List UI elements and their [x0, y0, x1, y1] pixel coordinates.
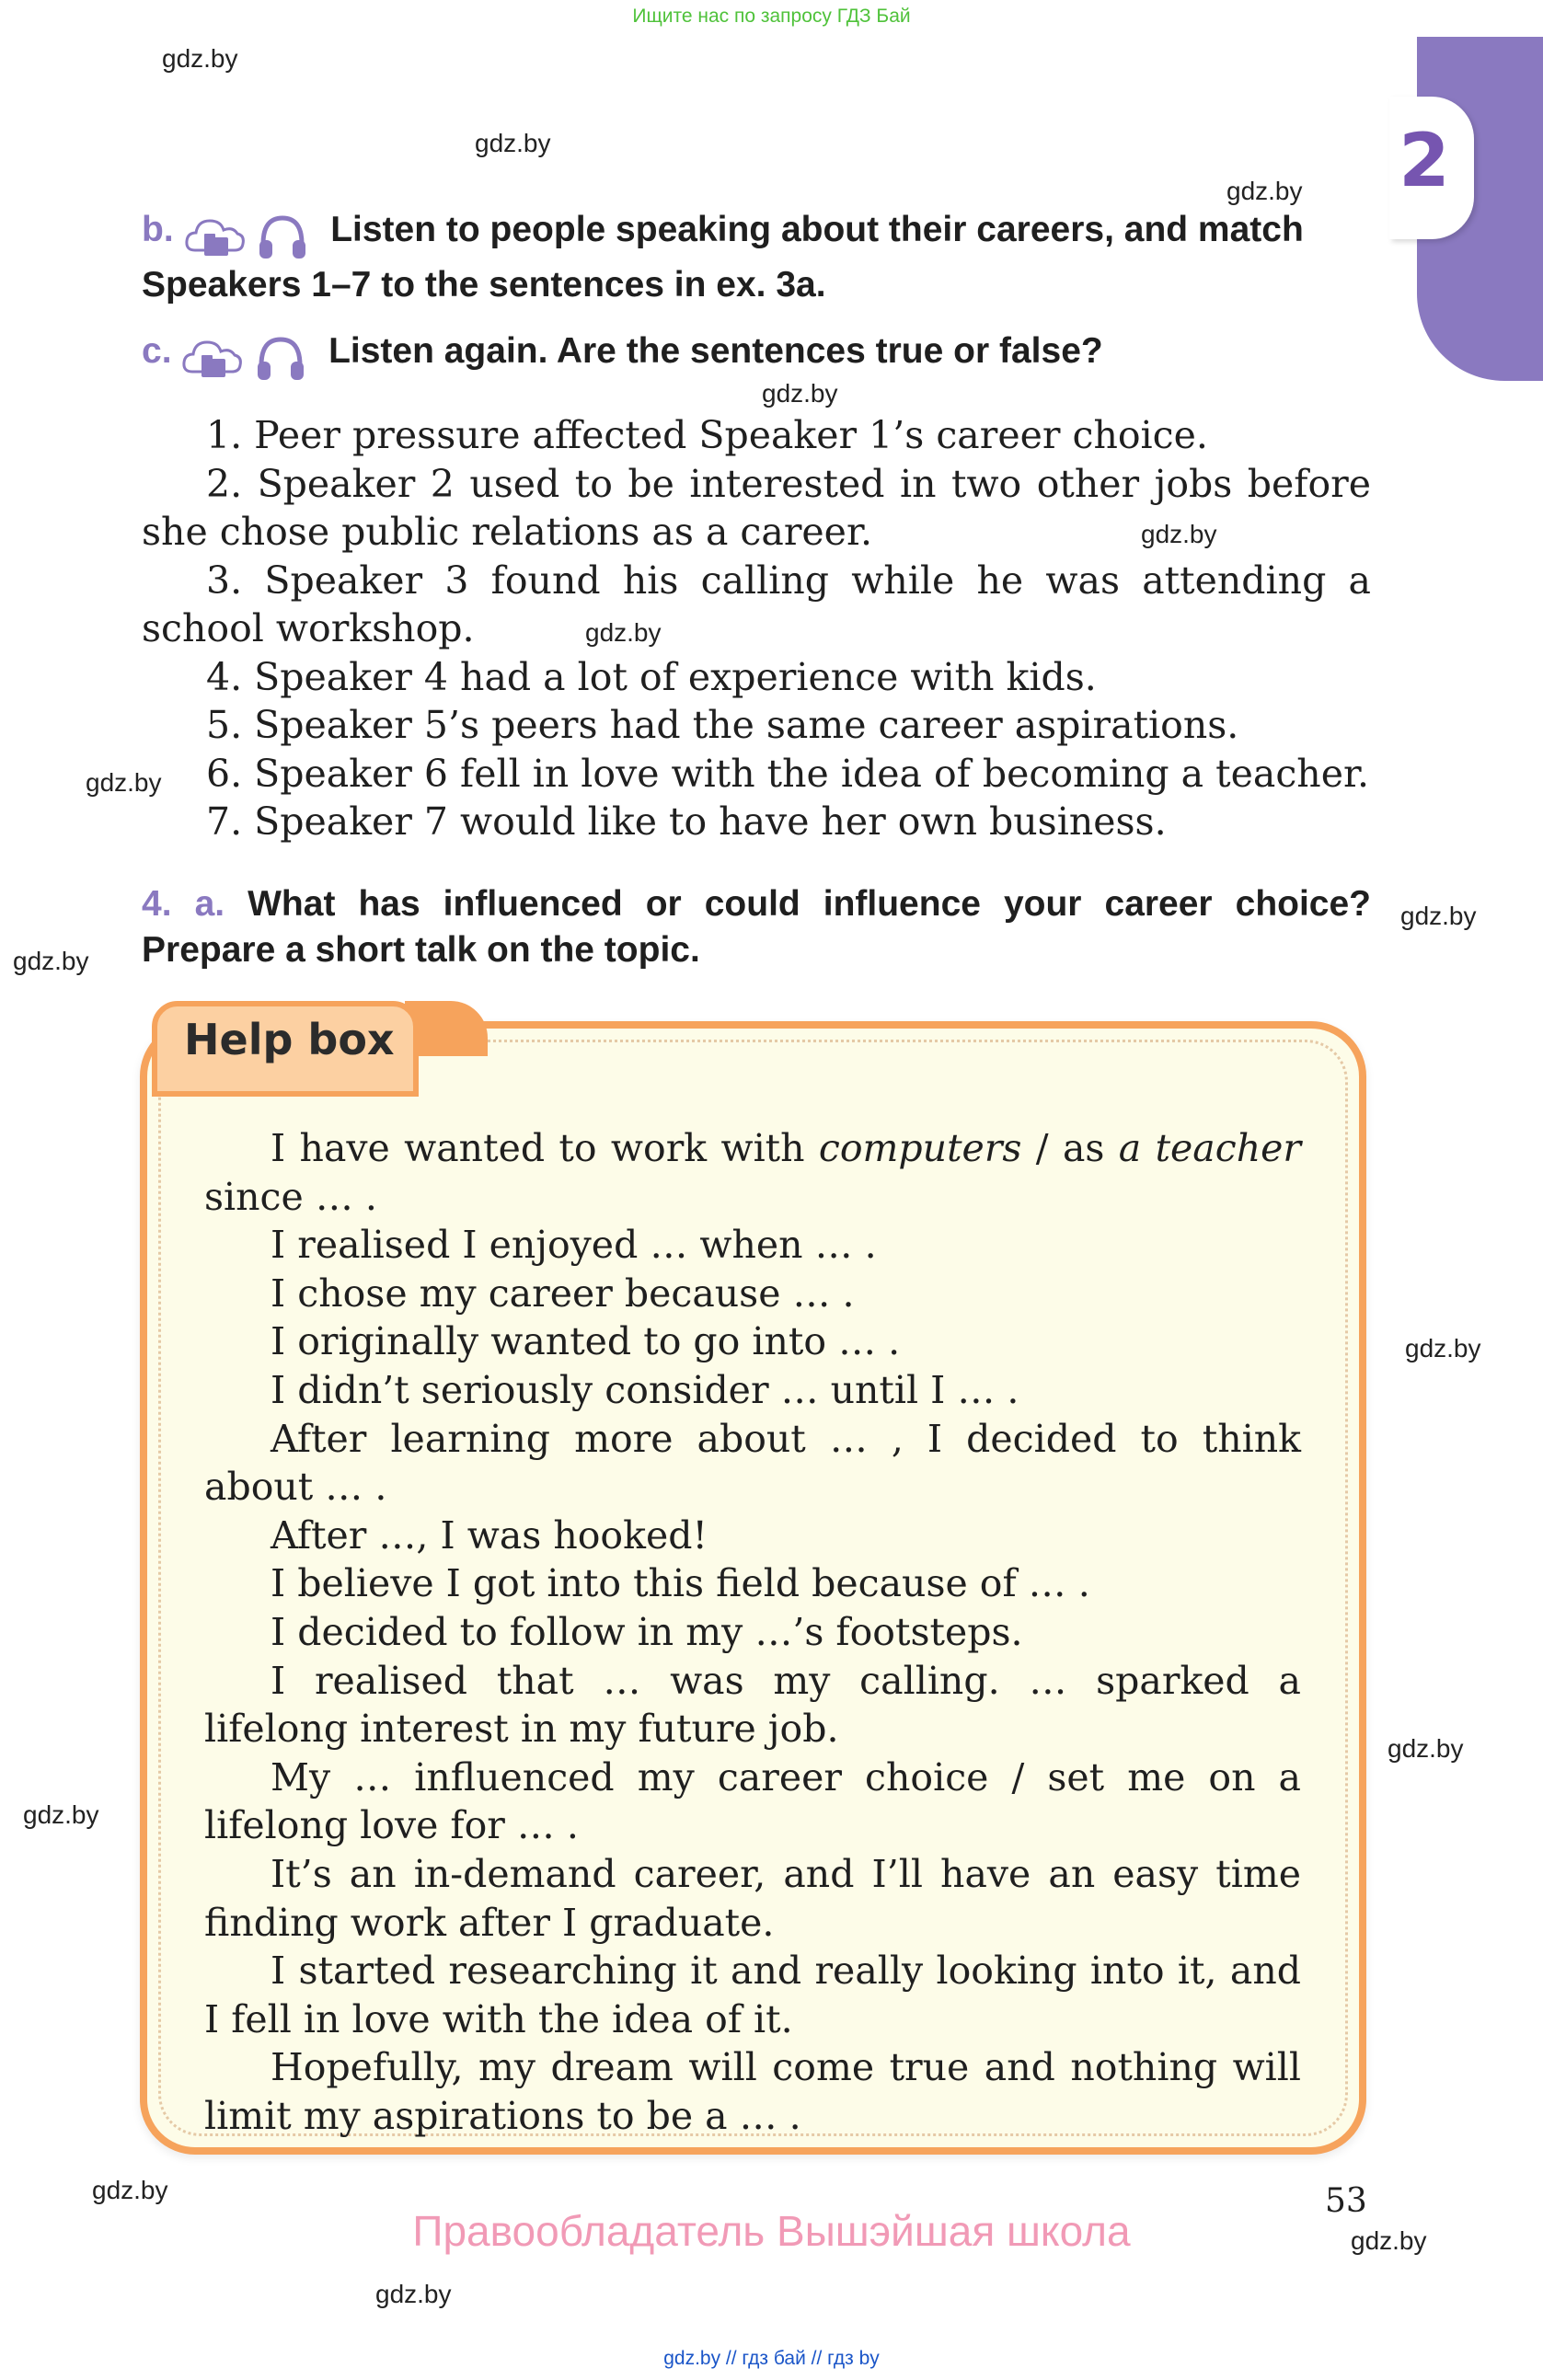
help-box-phrases — [204, 1124, 1301, 2140]
help-box-phrase: It’s an in-demand career, and I’ll have an easy time finding work after I graduate. — [204, 1851, 1301, 1945]
exercise-b-letter: b. — [142, 210, 174, 249]
watermark: gdz.by — [585, 618, 662, 647]
top-banner[interactable]: Ищите нас по запросу ГДЗ Бай — [632, 6, 911, 27]
help-box-phrase: After …, I was hooked! — [271, 1512, 708, 1558]
phrase-text: since … . — [204, 1174, 377, 1219]
statement-list — [142, 411, 1371, 846]
statement-item: 4. Speaker 4 had a lot of experience with kids. — [206, 654, 1097, 699]
watermark: gdz.by — [1141, 520, 1217, 548]
help-box-phrase: I realised that … was my calling. … sparked a lifelong interest in my future job. — [204, 1658, 1301, 1752]
help-box-phrase: I believe I got into this field because of … . — [271, 1561, 1090, 1606]
cloud-folder-icon[interactable] — [184, 213, 247, 261]
unit-number: 2 — [1399, 118, 1450, 203]
help-box-phrase: I started researching it and really looking into it, and I fell in love with the idea of it. — [204, 1949, 1301, 2041]
help-box-title: Help box — [184, 1015, 395, 1064]
watermark: gdz.by — [86, 768, 162, 797]
watermark: gdz.by — [1405, 1334, 1481, 1362]
help-box-phrase — [204, 1124, 1301, 1221]
exercise-b — [142, 207, 1371, 308]
help-box-phrase: I didn’t seriously consider … until I … . — [271, 1367, 1019, 1412]
statement-item: 6. Speaker 6 fell in love with the idea of becoming a teacher. — [206, 751, 1370, 796]
exercise-c — [142, 328, 1371, 384]
help-box-phrase: I realised I enjoyed … when … . — [271, 1223, 877, 1268]
phrase-text: I have wanted to work with — [271, 1126, 819, 1170]
exercise-c-letter: c. — [142, 331, 172, 371]
statement-item: 3. Speaker 3 found his calling while he was attending a school workshop. — [142, 558, 1371, 650]
statement-item: 5. Speaker 5’s peers had the same career aspirations. — [206, 703, 1239, 747]
watermark: gdz.by — [1388, 1734, 1464, 1763]
watermark: gdz.by — [13, 947, 89, 975]
watermark: gdz.by — [23, 1800, 99, 1829]
cloud-folder-icon[interactable] — [181, 335, 244, 383]
statement-item: 7. Speaker 7 would like to have her own business. — [206, 799, 1167, 844]
audio-icons[interactable] — [181, 334, 307, 384]
copyright-notice: Правообладатель Вышэйшая школа — [412, 2207, 1131, 2255]
help-box-phrase: I decided to follow in my …’s footsteps. — [271, 1609, 1023, 1654]
watermark: gdz.by — [762, 379, 838, 408]
exercise-b-text: Listen to people speaking about their careers, and match Speakers 1–7 to the sentences in ex. 3a. — [142, 210, 1304, 305]
watermark: gdz.by — [1351, 2226, 1427, 2255]
headphones-icon[interactable] — [254, 334, 307, 384]
phrase-italic: a teacher — [1118, 1126, 1301, 1170]
help-box-phrase: My … influenced my career choice / set me on a lifelong love for … . — [204, 1754, 1301, 1848]
watermark: gdz.by — [1226, 177, 1303, 205]
exercise-4a-letter: a. — [194, 884, 225, 924]
help-box-phrase: I chose my career because … . — [271, 1270, 855, 1316]
bottom-banner[interactable]: gdz.by // гдз бай // гдз by — [663, 2348, 880, 2369]
headphones-icon[interactable] — [256, 213, 309, 262]
exercise-4a-number: 4. — [142, 884, 172, 924]
statement-item: 1. Peer pressure affected Speaker 1’s career choice. — [206, 413, 1208, 457]
help-box-phrase: Hopefully, my dream will come true and nothing will limit my aspirations to be a … . — [204, 2045, 1301, 2138]
watermark: gdz.by — [375, 2280, 452, 2308]
help-box-phrase: After learning more about … , I decided to think about … . — [204, 1416, 1301, 1510]
watermark: gdz.by — [1400, 902, 1477, 930]
phrase-text: / as — [1021, 1126, 1119, 1170]
statement-item: 2. Speaker 2 used to be interested in two other jobs before she chose public relations as a career. — [142, 461, 1371, 554]
help-box-phrase: I originally wanted to go into … . — [271, 1319, 901, 1364]
page-number: 53 — [1325, 2182, 1367, 2220]
watermark: gdz.by — [162, 44, 238, 73]
audio-icons[interactable] — [184, 213, 310, 262]
exercise-c-text: Listen again. Are the sentences true or false? — [328, 331, 1103, 371]
watermark: gdz.by — [92, 2176, 168, 2204]
phrase-italic: computers — [818, 1126, 1022, 1170]
exercise-4a-text: What has influenced or could influence your career choice? Prepare a short talk on the topic. — [142, 884, 1372, 970]
watermark: gdz.by — [475, 129, 551, 157]
exercise-4a — [142, 881, 1371, 973]
